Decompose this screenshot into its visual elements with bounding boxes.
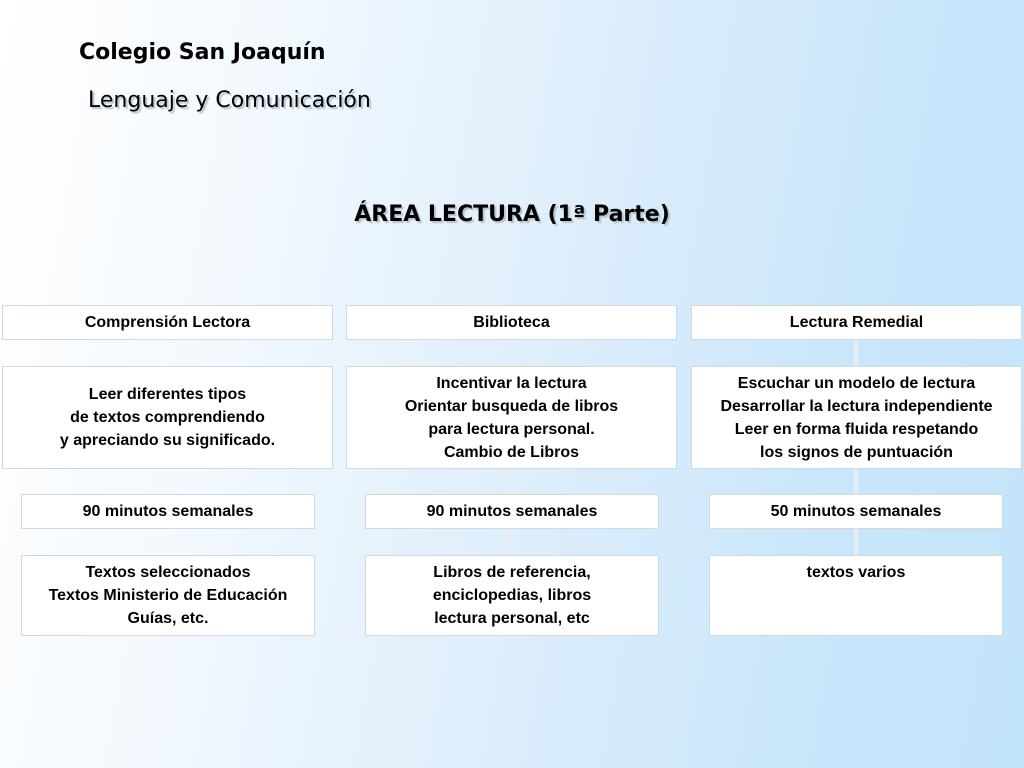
resource-line: enciclopedias, libros: [432, 587, 592, 604]
description-line: Leer diferentes tipos: [88, 386, 247, 403]
column-time-remedial: [709, 494, 1003, 529]
resource-line: Libros de referencia,: [433, 564, 591, 581]
heading-label: Comprensión Lectora: [84, 314, 251, 331]
time-label: 90 minutos semanales: [82, 503, 254, 520]
resource-line: textos varios: [806, 564, 906, 581]
diagram-title: ÁREA LECTURA (1ª Parte): [354, 202, 670, 227]
time-label: 50 minutos semanales: [770, 503, 942, 520]
column-heading-remedial: [691, 305, 1022, 340]
description-line: Incentivar la lectura: [436, 374, 587, 392]
school-name: Colegio San Joaquín: [79, 40, 326, 65]
description-line: Cambio de Libros: [443, 443, 580, 461]
resource-line: lectura personal, etc: [434, 610, 590, 627]
heading-label: Lectura Remedial: [789, 314, 924, 331]
description-line: Escuchar un modelo de lectura: [737, 374, 976, 392]
column-heading-comprension: [2, 305, 333, 340]
description-line: los signos de puntuación: [760, 443, 953, 461]
resource-line: Textos Ministerio de Educación: [48, 587, 288, 604]
subject-name: Lenguaje y Comunicación: [88, 88, 371, 113]
description-line: y apreciando su significado.: [59, 432, 276, 449]
description-line: Desarrollar la lectura independiente: [720, 397, 993, 415]
column-resources-comprension: [21, 555, 315, 636]
resource-line: Guías, etc.: [127, 610, 209, 627]
column-time-biblioteca: [365, 494, 659, 529]
description-line: para lectura personal.: [428, 420, 595, 438]
column-description-biblioteca: [346, 366, 677, 469]
resource-line: Textos seleccionados: [85, 564, 251, 581]
column-description-remedial: [691, 366, 1022, 469]
column-description-comprension: [2, 366, 333, 469]
description-line: de textos comprendiendo: [70, 409, 265, 426]
column-time-comprension: [21, 494, 315, 529]
column-resources-remedial: [709, 555, 1003, 636]
column-heading-biblioteca: [346, 305, 677, 340]
column-resources-biblioteca: [365, 555, 659, 636]
description-line: Leer en forma fluida respetando: [734, 420, 979, 438]
description-line: Orientar busqueda de libros: [404, 397, 619, 415]
time-label: 90 minutos semanales: [426, 503, 598, 520]
heading-label: Biblioteca: [473, 314, 550, 331]
